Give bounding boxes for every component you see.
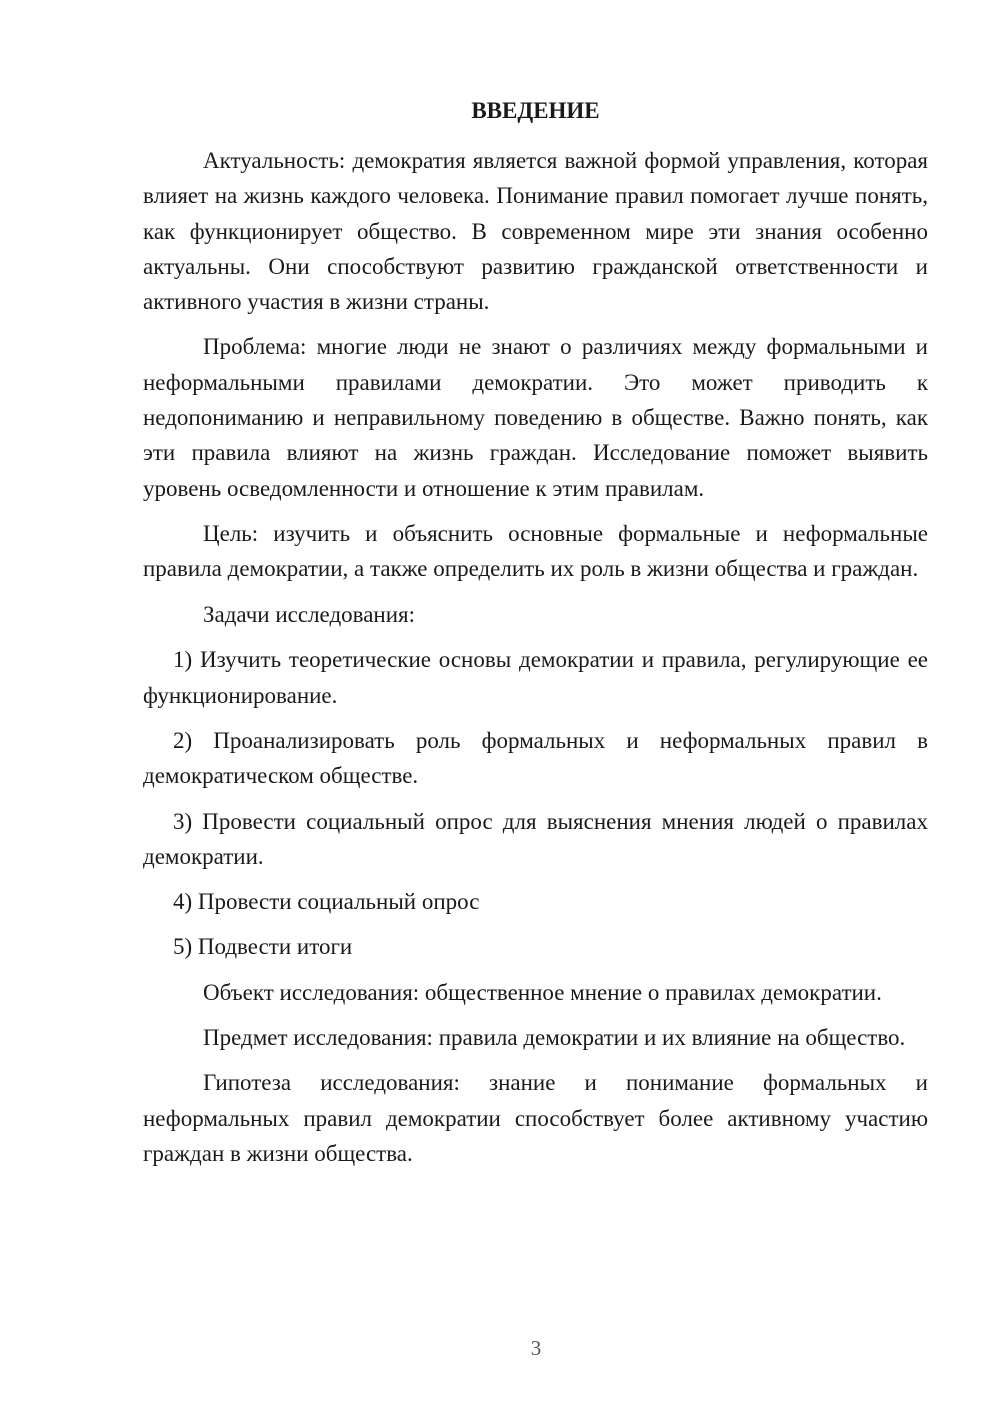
list-item-task-4: 4) Провести социальный опрос xyxy=(173,889,480,915)
tasks-list xyxy=(143,642,928,964)
paragraph-problem: Проблема: многие люди не знают о различиях между формальными и неформальными правилами демократии. Это может приводить к недопониманию и неправильному поведению в обществе. Важно понять, как эти правила влияют на жизнь граждан. Исследование поможет выявить уровень осведомленности и отношение к этим правилам. xyxy=(143,334,928,501)
document-body xyxy=(143,143,928,1171)
tasks-heading: Задачи исследования: xyxy=(203,602,416,628)
paragraph-subject: Предмет исследования: правила демократии и их влияние на общество. xyxy=(203,1025,906,1051)
list-item-task-5: 5) Подвести итоги xyxy=(173,934,353,960)
paragraph-object: Объект исследования: общественное мнение о правилах демократии. xyxy=(203,979,882,1005)
paragraph-relevance: Актуальность: демократия является важной формой управления, которая влияет на жизнь каждого человека. Понимание правил помогает лучше понять, как функционирует общество. В современном мире эти знания особенно актуальны. Они способствуют развитию гражданской ответственности и активного участия в жизни страны. xyxy=(143,148,928,315)
list-item-task-2: 2) Проанализировать роль формальных и неформальных правил в демократическом обществе. xyxy=(143,727,928,789)
paragraph-goal: Цель: изучить и объяснить основные формальные и неформальные правила демократии, а также определить их роль в жизни общества и граждан. xyxy=(143,520,928,582)
list-item-task-3: 3) Провести социальный опрос для выяснения мнения людей о правилах демократии. xyxy=(143,808,928,869)
list-item-task-1: 1) Изучить теоретические основы демократии и правила, регулирующие ее функционирование. xyxy=(143,647,928,708)
page-number: 3 xyxy=(530,1336,542,1360)
paragraph-hypothesis: Гипотеза исследования: знание и понимание формальных и неформальных правил демократии способствует более активному участию граждан в жизни общества. xyxy=(143,1070,928,1166)
page-title: ВВЕДЕНИЕ xyxy=(471,98,600,123)
